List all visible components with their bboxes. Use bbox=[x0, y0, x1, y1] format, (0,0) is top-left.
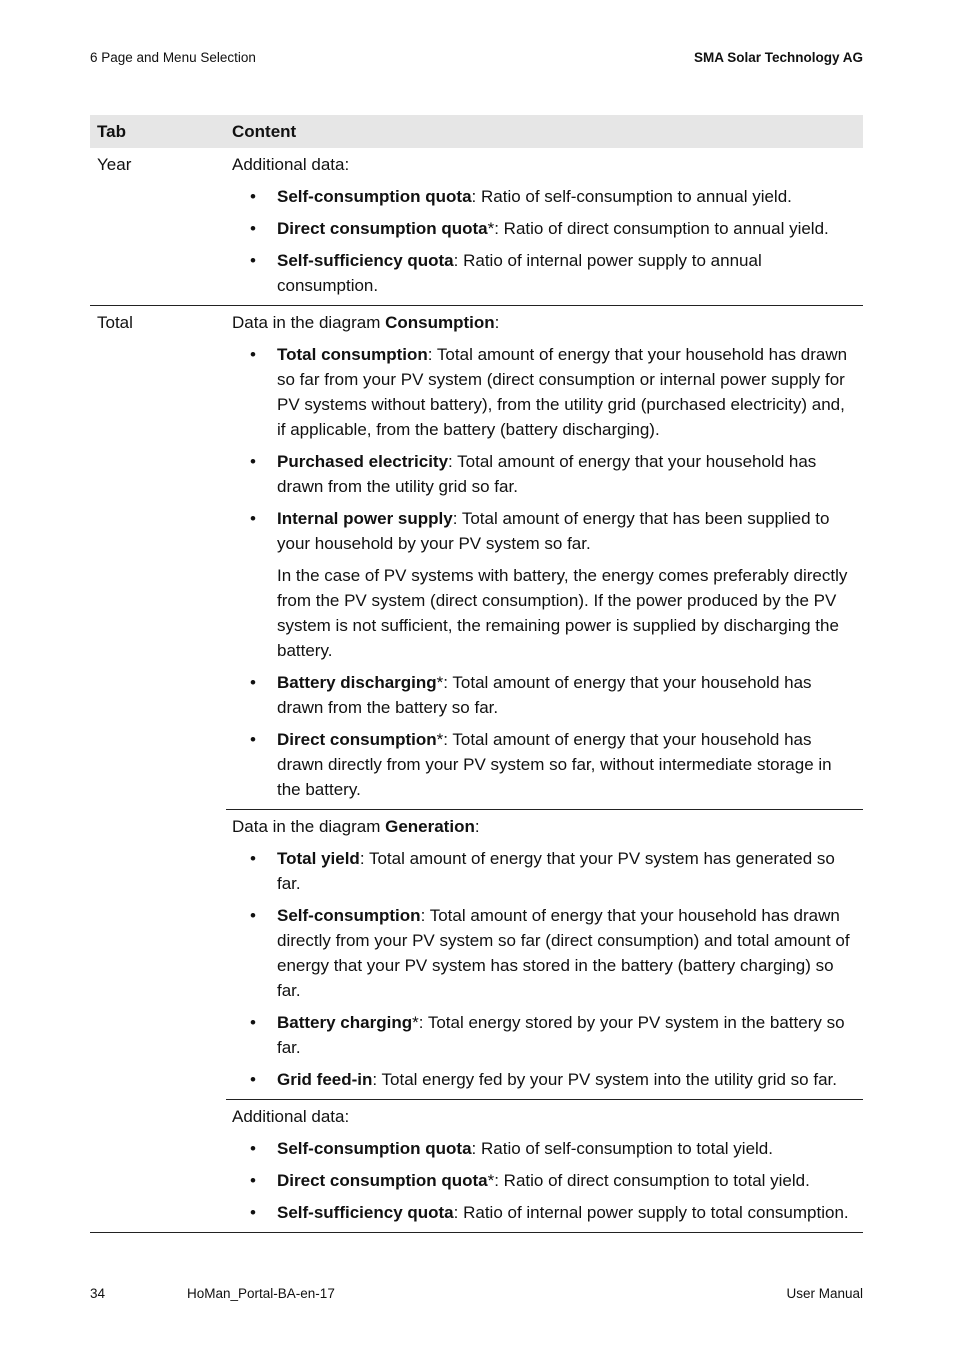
list-item: • Total consumption: Total amount of energy that your household has drawn so far from your PV system (direct consumption or internal power supply for PV systems without battery), from the utility grid (purchased electricity) and, if applicable, from the battery (battery discharging). bbox=[250, 345, 848, 439]
footer-doc-type: User Manual bbox=[786, 1286, 863, 1301]
list-item: • Self-consumption quota: Ratio of self-consumption to annual yield. bbox=[250, 187, 792, 206]
row-tab-total: Total bbox=[97, 313, 133, 332]
header-company: SMA Solar Technology AG bbox=[693, 50, 863, 65]
list-item: • Self-sufficiency quota: Ratio of internal power supply to annual consumption. bbox=[250, 251, 762, 295]
total-additional-list bbox=[232, 1136, 857, 1225]
consumption-section bbox=[226, 306, 863, 809]
footer-doc-id: HoMan_Portal-BA-en-17 bbox=[187, 1286, 335, 1301]
list-item: • Total yield: Total amount of energy that your PV system has generated so far. bbox=[250, 849, 835, 893]
consumption-list-2 bbox=[232, 670, 857, 802]
consumption-list bbox=[232, 342, 857, 556]
generation-section bbox=[226, 809, 863, 1099]
battery-note: In the case of PV systems with battery, the energy comes preferably directly from the PV system (direct consumption). If the power produced by the PV system is not sufficient, the remaining power is supplied by discharging the battery. bbox=[277, 566, 848, 660]
year-list bbox=[232, 184, 857, 298]
year-additional-section bbox=[226, 148, 863, 305]
total-additional-section bbox=[226, 1099, 863, 1232]
table-row-year bbox=[90, 148, 863, 306]
list-item: • Self-consumption: Total amount of energy that your household has drawn directly from your PV system so far (direct consumption) and total amount of energy that your PV system has stored in the battery (battery charging) so far. bbox=[250, 906, 850, 1000]
table-row-total bbox=[90, 306, 863, 1233]
row-tab-year: Year bbox=[97, 155, 132, 174]
list-item: • Direct consumption quota*: Ratio of direct consumption to total yield. bbox=[250, 1171, 810, 1190]
list-item: • Self-consumption quota: Ratio of self-consumption to total yield. bbox=[250, 1139, 773, 1158]
header-tab: Tab bbox=[97, 122, 126, 141]
list-item: • Purchased electricity: Total amount of energy that your household has drawn from the utility grid so far. bbox=[250, 452, 817, 496]
list-item: • Direct consumption quota*: Ratio of direct consumption to annual yield. bbox=[250, 219, 829, 238]
generation-intro: Data in the diagram Generation: bbox=[232, 817, 480, 836]
consumption-intro: Data in the diagram Consumption: bbox=[232, 313, 500, 332]
list-item: • Direct consumption*: Total amount of energy that your household has drawn directly from your PV system so far, without intermediate storage in the battery. bbox=[250, 730, 832, 799]
total-additional-intro: Additional data: bbox=[232, 1107, 350, 1126]
list-item: • Battery discharging*: Total amount of energy that your household has drawn from the battery so far. bbox=[250, 673, 812, 717]
header-content: Content bbox=[232, 122, 297, 141]
list-item: • Grid feed-in: Total energy fed by your PV system into the utility grid so far. bbox=[250, 1070, 837, 1089]
header-chapter: 6 Page and Menu Selection bbox=[90, 50, 256, 65]
generation-list bbox=[232, 846, 857, 1092]
footer-page-number: 34 bbox=[90, 1286, 106, 1301]
list-item: • Battery charging*: Total energy stored by your PV system in the battery so far. bbox=[250, 1013, 845, 1057]
list-item: • Self-sufficiency quota: Ratio of internal power supply to total consumption. bbox=[250, 1203, 849, 1222]
table-header bbox=[90, 115, 863, 148]
content-table bbox=[90, 115, 863, 1233]
list-item: • Internal power supply: Total amount of energy that has been supplied to your household by your PV system so far. bbox=[250, 509, 830, 553]
year-intro: Additional data: bbox=[232, 155, 350, 174]
